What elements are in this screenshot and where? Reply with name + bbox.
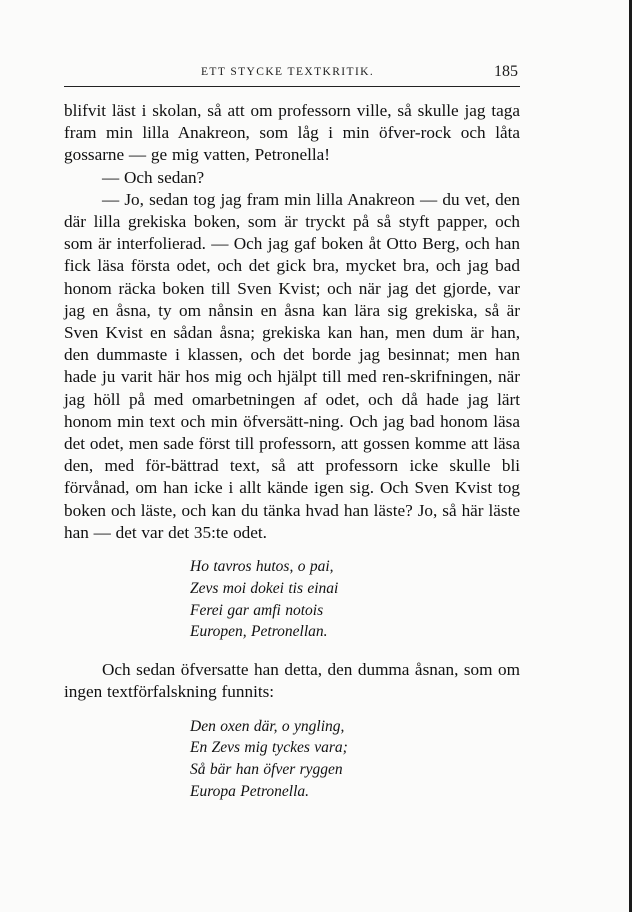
greek-verse: [190, 556, 520, 643]
verse-line: En Zevs mig tyckes vara;: [190, 739, 348, 757]
verse-line: Europen, Petronellan.: [190, 623, 328, 641]
verse-line: Ho tavros hutos, o pai,: [190, 558, 334, 576]
verse-line: Europa Petronella.: [190, 783, 310, 801]
page-number: 185: [494, 63, 518, 80]
paragraph-question: — Och sedan?: [102, 167, 205, 187]
verse-line: Zevs moi dokei tis einai: [190, 579, 339, 597]
paragraph-continued: blifvit läst i skolan, så att om professorn ville, så skulle jag taga fram min lilla Anakreon, som låg i min öfver-rock och låta gossarne — ge mig vatten, Petronella!: [64, 101, 520, 165]
swedish-verse: [190, 716, 520, 803]
paragraph-translation-intro: Och sedan öfversatte han detta, den dumma åsnan, som om ingen textförfalskning funnits:: [64, 660, 520, 702]
paragraph-story: — Jo, sedan tog jag fram min lilla Anakreon — du vet, den där lilla grekiska boken, som är tryckt på så styft papper, och som är interfolierad. — Och jag gaf boken åt Otto Berg, och han fick läsa första odet, och det gick bra, mycket bra, och jag bad honom räcka boken till Sven Kvist; och när jag det gjorde, var jag en åsna, ty om nånsin en åsna kan lära sig grekiska, så är Sven Kvist en sådan åsna; grekiska kan han, men dum är han, den dummaste i klassen, och det borde jag besinnat; men han hade ju varit här hos mig och hjälpt till med ren-skrifningen, när jag höll på med omarbetningen af odet, och då hade jag lärt honom min text och min öfversätt-ning. Och jag bad honom läsa det odet, men sade först till professorn, att gossen komme att läsa den, med för-bättrad text, så att professorn icke skulle bli förvånad, om han icke i allt kände igen sig. Och Sven Kvist tog boken och läste, och kan du tänka hvad han läste? Jo, så här läste han — det var det 35:te odet.: [64, 189, 520, 542]
page-body: [64, 100, 520, 803]
stanza-gap: [64, 643, 520, 659]
verse-line: Ferei gar amfi notois: [190, 601, 324, 619]
running-header: [64, 64, 520, 87]
verse-line: Så bär han öfver ryggen: [190, 761, 343, 779]
verse-line: Den oxen där, o yngling,: [190, 717, 345, 735]
running-title: ETT STYCKE TEXTKRITIK.: [201, 66, 375, 78]
